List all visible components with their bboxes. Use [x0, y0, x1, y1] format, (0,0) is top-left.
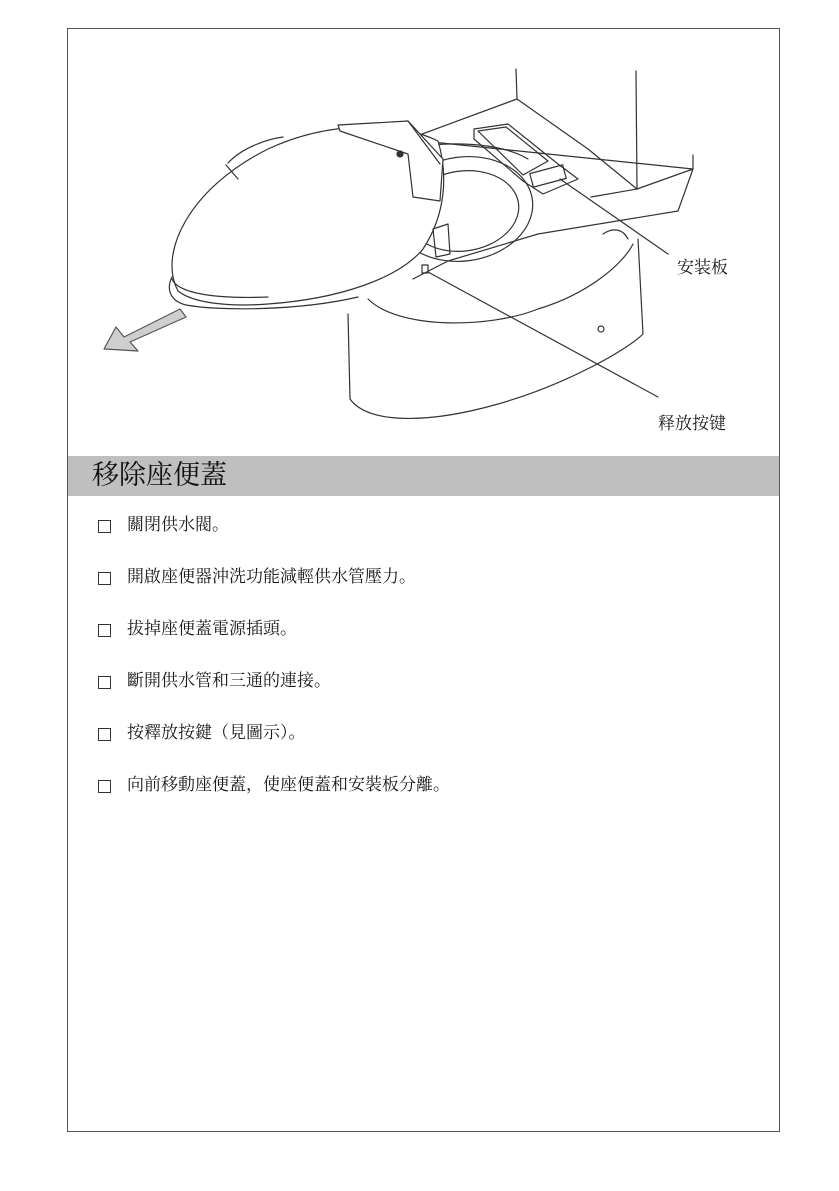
step-text: 關閉供水閥。	[127, 515, 229, 535]
step-item	[98, 566, 450, 618]
step-text: 拔掉座便蓋電源插頭。	[127, 619, 297, 639]
seat-lid	[169, 121, 450, 309]
checkbox-icon	[98, 624, 111, 637]
mounting-plate-leader	[560, 179, 668, 254]
checkbox-icon	[98, 728, 111, 741]
release-button-leader	[428, 272, 658, 397]
step-text: 向前移動座便蓋，使座便蓋和安裝板分離。	[127, 775, 450, 795]
step-list	[98, 514, 450, 826]
toilet-seat-removal-illustration	[68, 29, 781, 457]
step-item	[98, 722, 450, 774]
release-button-label: 释放按键	[658, 414, 726, 434]
step-text: 斷開供水管和三通的連接。	[127, 671, 331, 691]
step-item	[98, 618, 450, 670]
section-title: 移除座便蓋	[92, 460, 227, 491]
step-item	[98, 670, 450, 722]
checkbox-icon	[98, 520, 111, 533]
step-text: 開啟座便器沖洗功能減輕供水管壓力。	[127, 567, 416, 587]
checkbox-icon	[98, 780, 111, 793]
step-item	[98, 514, 450, 566]
section-header	[68, 456, 779, 496]
page-frame	[67, 28, 780, 1132]
checkbox-icon	[98, 572, 111, 585]
toilet-tank	[414, 69, 693, 197]
checkbox-icon	[98, 676, 111, 689]
forward-arrow-icon	[104, 309, 186, 351]
step-text: 按釋放按鍵（見圖示）。	[127, 723, 306, 743]
mounting-plate-label: 安装板	[677, 258, 728, 278]
step-item	[98, 774, 450, 826]
